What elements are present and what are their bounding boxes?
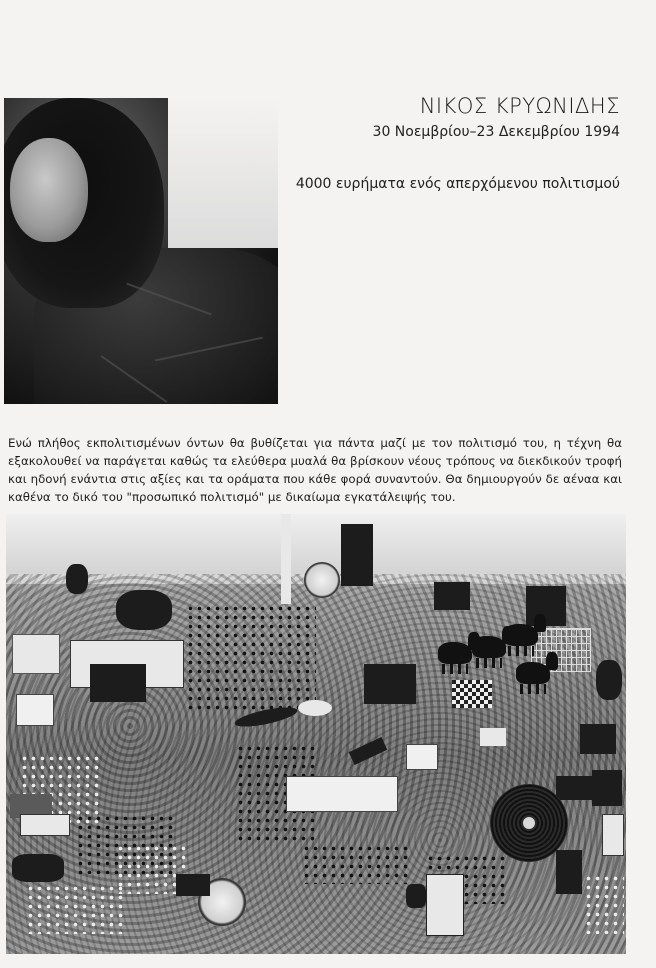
black-box	[176, 874, 210, 896]
white-box	[12, 634, 60, 674]
installation-photo	[6, 514, 626, 954]
picture-card	[16, 694, 54, 726]
toy-truck	[480, 728, 506, 746]
camera-object	[592, 770, 622, 806]
tall-cabinet	[341, 524, 373, 586]
round-mirror	[304, 562, 340, 598]
standing-rod	[281, 514, 291, 604]
artist-portrait-photo	[4, 98, 278, 404]
radio-object	[526, 586, 566, 626]
black-figure	[596, 660, 622, 700]
exhibition-dates: 30 Νοεμβρίου–23 Δεκεμβρίου 1994	[372, 124, 620, 140]
black-case	[556, 776, 594, 800]
portrait-background	[168, 98, 278, 248]
toy-horse	[504, 624, 538, 646]
object	[66, 564, 88, 594]
stapler-object	[556, 850, 582, 894]
photo-card	[406, 744, 438, 770]
suitcase-object	[364, 664, 416, 704]
hook-board	[426, 874, 464, 936]
portrait-face	[10, 138, 88, 242]
toy-horse	[516, 662, 550, 684]
chess-board	[452, 680, 492, 708]
white-bird	[298, 700, 332, 716]
dark-box	[90, 664, 146, 702]
box-object	[434, 582, 470, 610]
white-box	[602, 814, 624, 856]
white-device	[20, 814, 70, 836]
turntable-object	[116, 590, 172, 630]
scattered-objects	[186, 604, 316, 714]
small-frames	[584, 874, 624, 934]
calculator-object	[580, 724, 616, 754]
toy-horse	[438, 642, 472, 664]
exhibition-subtitle: 4000 ευρήματα ενός απερχόμενου πολιτισμού	[295, 176, 620, 192]
slide-frames	[26, 884, 126, 934]
jar-object	[406, 884, 426, 908]
seashells	[302, 844, 412, 884]
artist-name-heading: ΝΙΚΟΣ ΚΡΥΩΝΙΔΗΣ	[419, 94, 620, 118]
statement-paragraph: Ενώ πλήθος εκπολιτισμένων όντων θα βυθίζεται για πάντα μαζί με τον πολιτισμό του, η τέχνη θα εξακολουθεί να παράγεται καθώς τα ελεύθερα μυαλά θα βρίσκουν νέους τρόπους να διεκδικούν τροφή και ηδονή ενάντια στις αξίες και τα οράματα που κάθε φορά συναντούν. Θα δημιουργούν δε αέναα και καθένα το δικό του "προσωπικό πολιτισμό" με δικαίωμα εγκατάλειψής του.	[8, 435, 622, 504]
toy-horse	[472, 636, 506, 658]
white-panel	[286, 776, 398, 812]
black-object	[12, 854, 64, 882]
